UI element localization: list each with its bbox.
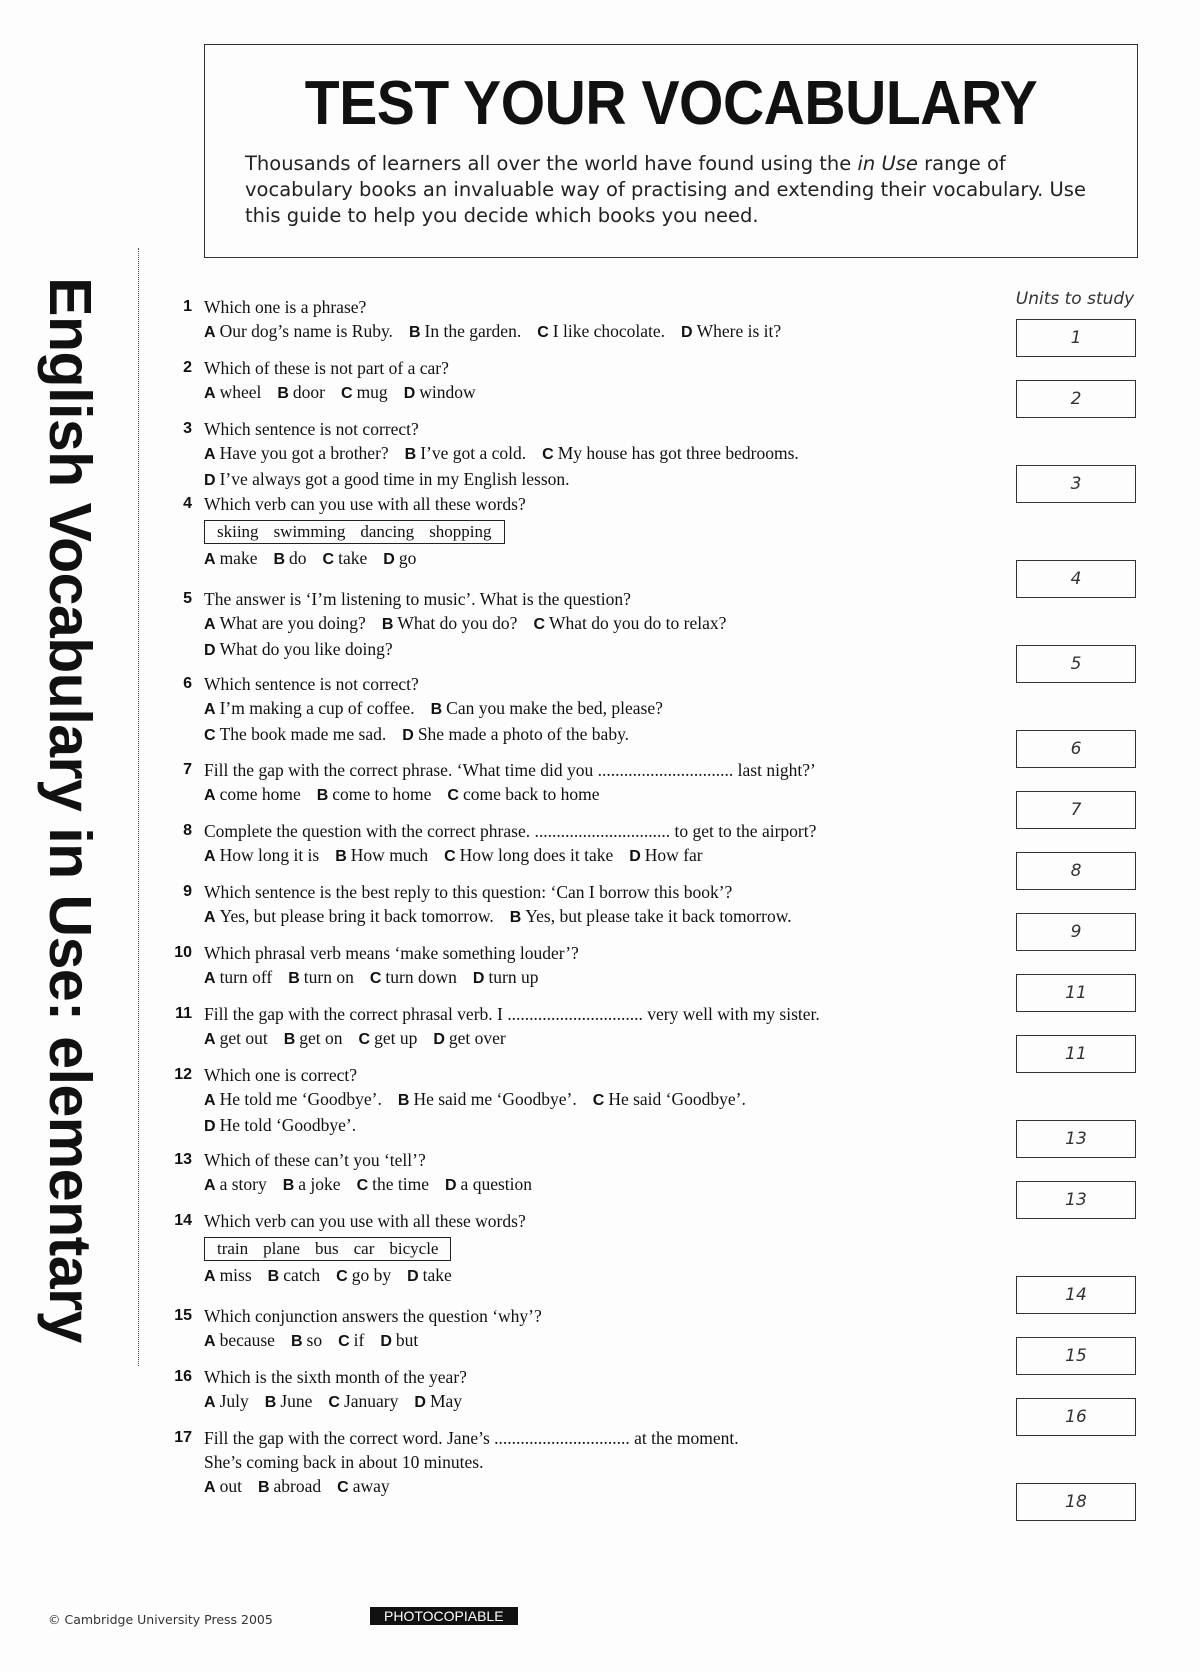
question-number: 1 (183, 298, 192, 315)
option-text: turn off (219, 967, 273, 987)
answer-option (341, 382, 388, 402)
option-text: a question (460, 1174, 532, 1194)
option-text: take (338, 548, 368, 568)
option-text: a story (219, 1174, 267, 1194)
question-prompt: Which sentence is not correct? (204, 419, 419, 439)
option-text: What do you do? (397, 613, 518, 633)
question-number: 10 (174, 944, 192, 961)
answer-option (204, 548, 257, 568)
option-letter: B (408, 324, 421, 341)
unit-box: 2 (1016, 380, 1136, 418)
answer-option (370, 967, 457, 987)
option-letter: D (444, 1177, 457, 1194)
option-letter: C (537, 324, 549, 341)
option-text: He told ‘Goodbye’. (219, 1115, 357, 1135)
answer-option (383, 548, 416, 568)
option-text: My house has got three bedrooms. (557, 443, 799, 463)
option-text: out (219, 1476, 242, 1496)
answer-option (405, 443, 527, 463)
option-text: come home (219, 784, 301, 804)
unit-box: 3 (1016, 465, 1136, 503)
answer-option (258, 1476, 321, 1496)
option-text: June (280, 1391, 313, 1411)
question-prompt: Complete the question with the correct phrase. ............................... to get to the airport? (204, 821, 817, 841)
answer-option (204, 639, 393, 659)
option-text: wheel (219, 382, 262, 402)
book-title: English Vocabulary in Use: elementary (37, 277, 103, 1343)
answer-option (431, 698, 663, 718)
option-text: turn on (303, 967, 354, 987)
question-2 (160, 356, 1160, 406)
option-text: get out (219, 1028, 268, 1048)
answer-option (414, 1391, 462, 1411)
unit-box: 13 (1016, 1120, 1136, 1158)
option-text: door (292, 382, 325, 402)
answer-option (204, 906, 494, 926)
option-letter: B (283, 1031, 296, 1048)
option-letter: C (341, 385, 353, 402)
page-title: TEST YOUR VOCABULARY (304, 69, 1038, 138)
option-letter: A (204, 848, 216, 865)
option-letter: C (447, 787, 459, 804)
answer-option (265, 1391, 313, 1411)
option-letter: D (383, 551, 395, 568)
option-letter: B (288, 970, 300, 987)
unit-box: 5 (1016, 645, 1136, 683)
question-16 (160, 1365, 1160, 1415)
option-letter: B (509, 909, 522, 926)
option-letter: B (264, 1394, 277, 1411)
question-number: 7 (183, 761, 192, 778)
word-box-item: shopping (429, 522, 492, 541)
option-text: go by (351, 1265, 392, 1285)
question-3 (160, 417, 1160, 493)
answer-option (273, 548, 306, 568)
options-line (204, 696, 1160, 722)
unit-box: 7 (1016, 791, 1136, 829)
question-number: 17 (174, 1429, 192, 1446)
word-box (204, 520, 505, 544)
option-letter: B (282, 1177, 295, 1194)
option-letter: A (204, 616, 216, 633)
answer-option (404, 382, 476, 402)
option-letter: A (204, 701, 216, 718)
question-13 (160, 1148, 1160, 1198)
answer-option (537, 321, 665, 341)
answer-option (204, 967, 272, 987)
copyright-notice: © Cambridge University Press 2005 (48, 1612, 273, 1627)
answer-option (433, 1028, 505, 1048)
answer-option (444, 845, 613, 865)
answer-option (402, 724, 629, 744)
option-letter: B (397, 1092, 410, 1109)
option-letter: C (592, 1092, 605, 1109)
option-letter: D (402, 727, 414, 744)
word-box (204, 1237, 451, 1261)
question-prompt: Which verb can you use with all these words? (204, 494, 526, 514)
option-letter: B (404, 446, 417, 463)
answer-option (204, 724, 386, 744)
option-letter: D (403, 385, 416, 402)
word-box-item: train (217, 1239, 249, 1258)
option-letter: C (328, 1394, 340, 1411)
unit-box: 15 (1016, 1337, 1136, 1375)
question-11 (160, 1002, 1160, 1052)
question-7 (160, 758, 1160, 808)
option-letter: B (257, 1479, 270, 1496)
option-text: In the garden. (424, 321, 522, 341)
question-prompt: The answer is ‘I’m listening to music’. What is the question? (204, 589, 631, 609)
option-text: do (289, 548, 307, 568)
option-text: the time (372, 1174, 429, 1194)
option-letter: A (204, 787, 216, 804)
answer-option (204, 613, 366, 633)
unit-box: 16 (1016, 1398, 1136, 1436)
option-text: Yes, but please bring it back tomorrow. (219, 906, 494, 926)
option-text: if (353, 1330, 365, 1350)
option-text: He said ‘Goodbye’. (608, 1089, 746, 1109)
question-number: 13 (174, 1151, 192, 1168)
word-box-item: car (353, 1239, 375, 1258)
option-letter: D (472, 970, 485, 987)
answer-option (204, 443, 389, 463)
answer-option (473, 967, 539, 987)
word-box-item: plane (263, 1239, 300, 1258)
option-text: take (422, 1265, 452, 1285)
answer-option (204, 1265, 252, 1285)
option-text: Where is it? (696, 321, 782, 341)
option-letter: C (336, 1268, 348, 1285)
question-15 (160, 1304, 1160, 1354)
question-prompt: Which verb can you use with all these words? (204, 1211, 526, 1231)
option-letter: C (542, 446, 554, 463)
answer-option (398, 1089, 577, 1109)
question-number: 16 (174, 1368, 192, 1385)
option-text: mug (356, 382, 388, 402)
option-text: I’ve always got a good time in my English lesson. (219, 469, 570, 489)
option-text: January (343, 1391, 399, 1411)
answer-option (268, 1265, 320, 1285)
unit-box: 11 (1016, 1035, 1136, 1073)
question-prompt: Fill the gap with the correct phrasal verb. I ............................... very well with my sister. (204, 1004, 820, 1024)
intro-text: Thousands of learners all over the world have found using the in Use range of vocabulary books an invaluable way of practising and extending their vocabulary. Use this guide to help you decide which books you need. (245, 152, 1086, 227)
question-number: 2 (183, 359, 192, 376)
answer-option (204, 321, 393, 341)
answer-option (335, 845, 428, 865)
answer-option (284, 1028, 343, 1048)
option-letter: D (407, 1268, 419, 1285)
answer-option (407, 1265, 452, 1285)
answer-option (204, 1330, 275, 1350)
answer-option (382, 613, 518, 633)
question-prompt: Which of these can’t you ‘tell’? (204, 1150, 426, 1170)
option-text: make (219, 548, 258, 568)
option-letter: D (433, 1031, 445, 1048)
word-box-item: bus (314, 1239, 339, 1258)
question-number: 9 (183, 883, 192, 900)
answer-option (277, 382, 325, 402)
answer-option (447, 784, 599, 804)
dotted-divider (138, 248, 139, 1366)
sidebar-title-area (37, 277, 103, 1343)
option-text: miss (219, 1265, 252, 1285)
option-text: get up (374, 1028, 418, 1048)
option-text: Have you got a brother? (219, 443, 389, 463)
option-text: Our dog’s name is Ruby. (219, 321, 393, 341)
option-letter: C (338, 1333, 350, 1350)
question-9 (160, 880, 1160, 930)
photocopiable-badge: PHOTOCOPIABLE (370, 1607, 518, 1625)
option-letter: C (322, 551, 335, 568)
answer-option (204, 698, 415, 718)
answer-option (204, 784, 301, 804)
option-text: away (352, 1476, 390, 1496)
option-text: abroad (273, 1476, 322, 1496)
answer-option (337, 1476, 390, 1496)
answer-option (291, 1330, 322, 1350)
option-letter: C (358, 1031, 371, 1048)
question-number: 8 (183, 822, 192, 839)
word-box-item: dancing (360, 522, 415, 541)
option-text: What do you do to relax? (549, 613, 727, 633)
answer-option (204, 1174, 267, 1194)
option-letter: A (204, 1031, 216, 1048)
option-letter: A (204, 1268, 216, 1285)
unit-box: 13 (1016, 1181, 1136, 1219)
option-text: How long does it take (459, 845, 614, 865)
question-8 (160, 819, 1160, 869)
option-letter: C (204, 727, 216, 744)
option-text: May (429, 1391, 463, 1411)
answer-option (204, 1115, 356, 1135)
question-prompt: Which one is correct? (204, 1065, 358, 1085)
option-letter: A (204, 909, 216, 926)
question-17 (160, 1426, 1160, 1500)
answer-option (359, 1028, 418, 1048)
question-number: 14 (174, 1212, 192, 1229)
answer-option (510, 906, 792, 926)
option-text: catch (283, 1265, 321, 1285)
word-box-item: swimming (273, 522, 346, 541)
unit-box: 9 (1016, 913, 1136, 951)
option-text: She made a photo of the baby. (417, 724, 630, 744)
option-text: Yes, but please take it back tomorrow. (525, 906, 792, 926)
option-text: because (219, 1330, 275, 1350)
options-line (204, 1087, 1160, 1113)
option-text: What do you like doing? (219, 639, 393, 659)
option-letter: C (369, 970, 382, 987)
word-box-item: bicycle (389, 1239, 439, 1258)
answer-option (533, 613, 726, 633)
option-text: How far (644, 845, 703, 865)
option-text: He said me ‘Goodbye’. (413, 1089, 577, 1109)
question-prompt: Which of these is not part of a car? (204, 358, 449, 378)
option-letter: B (277, 385, 289, 402)
question-4 (160, 492, 1160, 572)
options-line (204, 441, 1160, 467)
option-text: The book made me sad. (219, 724, 387, 744)
option-letter: D (204, 472, 216, 489)
option-letter: B (335, 848, 347, 865)
option-letter: D (204, 642, 216, 659)
answer-option (357, 1174, 429, 1194)
option-letter: D (380, 1333, 392, 1350)
question-number: 6 (183, 675, 192, 692)
answer-option (445, 1174, 532, 1194)
option-letter: B (381, 616, 394, 633)
answer-option (204, 1476, 242, 1496)
option-text: Can you make the bed, please? (446, 698, 663, 718)
option-letter: B (267, 1268, 280, 1285)
units-to-study-header: Units to study (1015, 289, 1135, 309)
option-letter: A (204, 1333, 216, 1350)
answer-option (204, 1391, 249, 1411)
option-text: so (306, 1330, 323, 1350)
question-6 (160, 672, 1160, 748)
header-box (204, 44, 1138, 258)
question-prompt: Which sentence is the best reply to this question: ‘Can I borrow this book’? (204, 882, 733, 902)
option-text: turn down (385, 967, 457, 987)
answer-option (323, 548, 368, 568)
question-number: 5 (183, 590, 192, 607)
answer-option (593, 1089, 746, 1109)
option-letter: B (430, 701, 443, 718)
option-text: turn up (488, 967, 539, 987)
option-letter: A (204, 1177, 216, 1194)
unit-box: 1 (1016, 319, 1136, 357)
question-14 (160, 1209, 1160, 1289)
question-prompt: Which one is a phrase? (204, 297, 367, 317)
option-text: I like chocolate. (552, 321, 666, 341)
option-text: He told me ‘Goodbye’. (219, 1089, 382, 1109)
answer-option (204, 469, 570, 489)
option-text: but (395, 1330, 419, 1350)
option-letter: A (204, 970, 216, 987)
option-letter: A (204, 551, 216, 568)
question-number: 12 (174, 1066, 192, 1083)
question-prompt: Which conjunction answers the question ‘why’? (204, 1306, 542, 1326)
option-text: I’ve got a cold. (420, 443, 527, 463)
answer-option (204, 1028, 268, 1048)
unit-box: 8 (1016, 852, 1136, 890)
question-prompt: Fill the gap with the correct word. Jane’s ............................... at the moment. (204, 1428, 739, 1448)
answer-option (283, 1174, 341, 1194)
answer-option (204, 382, 261, 402)
question-1 (160, 295, 1160, 345)
option-text: July (219, 1391, 249, 1411)
unit-box: 18 (1016, 1483, 1136, 1521)
option-letter: C (533, 616, 545, 633)
option-text: How much (350, 845, 429, 865)
question-10 (160, 941, 1160, 991)
option-letter: C (337, 1479, 349, 1496)
option-text: How long it is (219, 845, 320, 865)
question-5 (160, 587, 1160, 663)
answer-option (629, 845, 702, 865)
option-text: come back to home (462, 784, 600, 804)
question-number: 15 (174, 1307, 192, 1324)
answer-option (338, 1330, 364, 1350)
answer-option (317, 784, 432, 804)
option-letter: A (204, 1092, 216, 1109)
option-letter: A (204, 1479, 216, 1496)
option-text: window (419, 382, 476, 402)
option-letter: C (444, 848, 456, 865)
question-prompt: Fill the gap with the correct phrase. ‘What time did you ............................... last night?’ (204, 760, 816, 780)
question-prompt: Which sentence is not correct? (204, 674, 419, 694)
option-letter: A (204, 446, 216, 463)
options-line (204, 611, 1160, 637)
option-letter: B (273, 551, 286, 568)
question-number: 11 (175, 1005, 192, 1022)
option-text: get on (299, 1028, 343, 1048)
unit-box: 11 (1016, 974, 1136, 1012)
answer-option (409, 321, 521, 341)
option-letter: D (204, 1118, 216, 1135)
answer-option (204, 1089, 382, 1109)
option-letter: D (414, 1394, 426, 1411)
option-letter: C (356, 1177, 369, 1194)
option-letter: B (290, 1333, 303, 1350)
question-number: 3 (183, 420, 192, 437)
unit-box: 14 (1016, 1276, 1136, 1314)
answer-option (380, 1330, 418, 1350)
unit-box: 6 (1016, 730, 1136, 768)
option-letter: A (204, 385, 216, 402)
answer-option (681, 321, 781, 341)
question-prompt-continued: She’s coming back in about 10 minutes. (204, 1452, 484, 1472)
option-letter: D (681, 324, 693, 341)
word-box-item: skiing (217, 522, 259, 541)
question-12 (160, 1063, 1160, 1139)
option-letter: D (629, 848, 641, 865)
option-text: come to home (332, 784, 432, 804)
answer-option (328, 1391, 398, 1411)
question-number: 4 (183, 495, 192, 512)
option-text: What are you doing? (219, 613, 366, 633)
question-prompt: Which is the sixth month of the year? (204, 1367, 467, 1387)
option-text: I’m making a cup of coffee. (219, 698, 415, 718)
option-letter: A (204, 1394, 216, 1411)
option-text: a joke (298, 1174, 341, 1194)
answer-option (288, 967, 354, 987)
question-prompt: Which phrasal verb means ‘make something louder’? (204, 943, 579, 963)
answer-option (336, 1265, 391, 1285)
option-letter: A (204, 324, 216, 341)
answer-option (542, 443, 799, 463)
answer-option (204, 845, 319, 865)
unit-box: 4 (1016, 560, 1136, 598)
option-text: get over (448, 1028, 506, 1048)
option-letter: B (316, 787, 329, 804)
option-text: go (398, 548, 417, 568)
